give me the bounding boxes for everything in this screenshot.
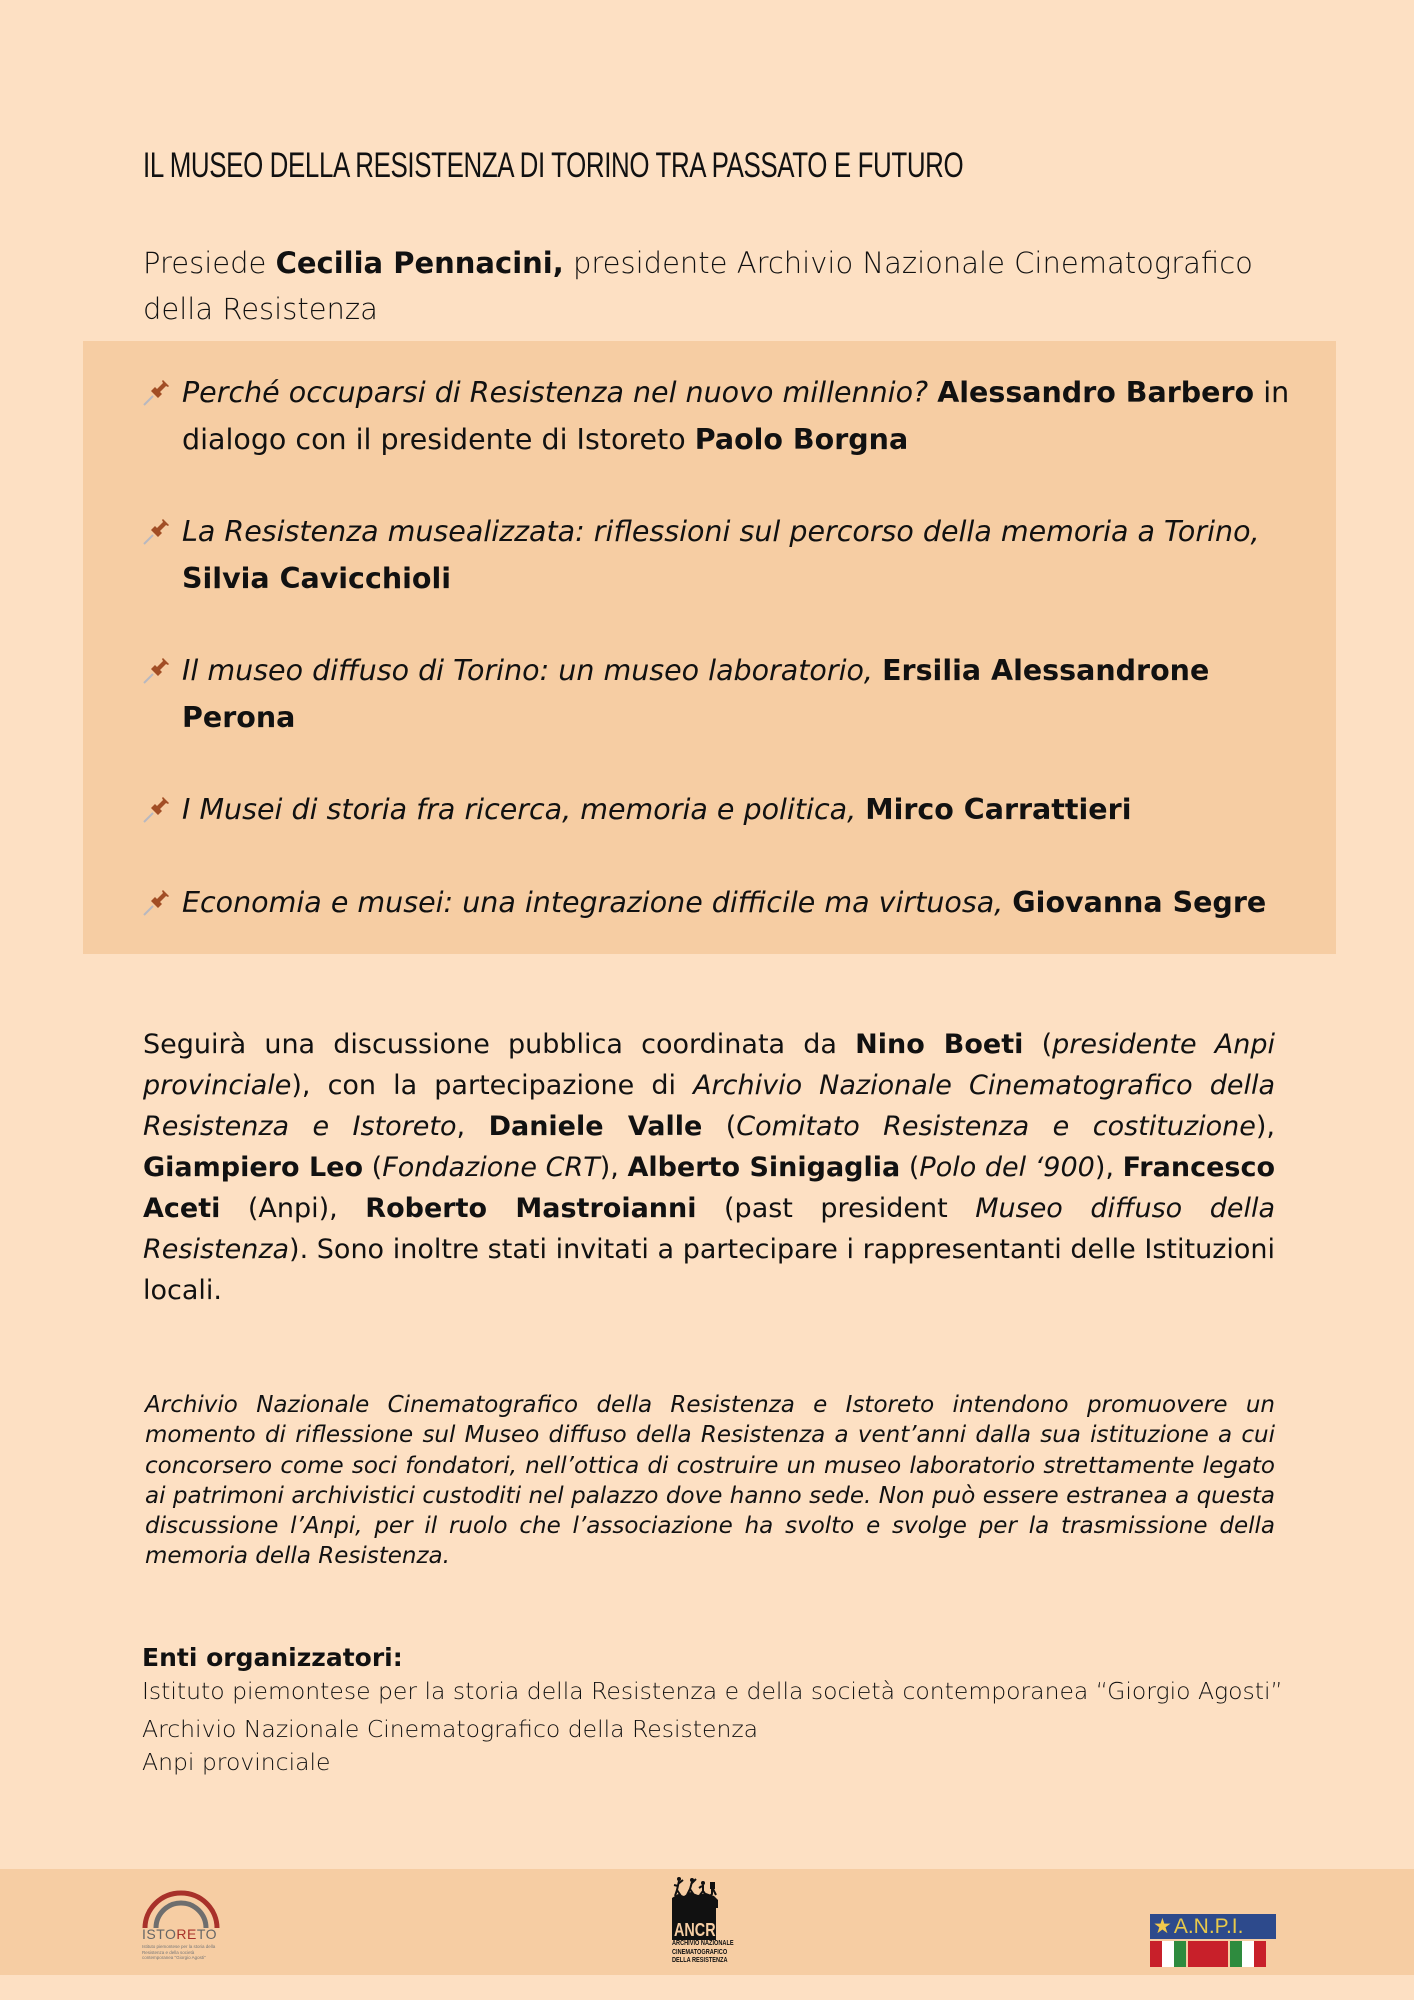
ancr-logo — [668, 1874, 758, 1974]
person-name: Daniele Valle — [488, 1111, 703, 1142]
organizer-item: Archivio Nazionale Cinematografico della Resistenza — [142, 1715, 759, 1743]
anpi-logo — [1150, 1914, 1276, 1966]
page-title: IL MUSEO DELLA RESISTENZA DI TORINO TRA PASSATO E FUTURO — [143, 146, 964, 185]
istoreto-logo — [142, 1886, 222, 1966]
affiliation: Archivio Nazionale Cinematografico della Resistenza e Istoreto — [143, 1070, 1276, 1142]
person-name: Francesco Aceti — [143, 1152, 1276, 1224]
about-paragraph: Archivio Nazionale Cinematografico della Resistenza e Istoreto intendono promuovere un momento di riflessione sul Museo diffuso della Resistenza a vent’anni dalla sua istituzione a cui concorsero come soci fondatori, nell’ottica di costruire un museo laboratorio strettamente legato ai patrimoni archivistici custoditi nel palazzo dove hanno sede. Non può essere estranea a questa discussione l’Anpi, per il ruolo che l’associazione ha svolto e svolge per la trasmissione della memoria della Resistenza. — [145, 1392, 1275, 1570]
text: ), con la partecipazione di — [291, 1070, 694, 1101]
pushpin-icon — [140, 655, 172, 687]
pushpin-icon — [140, 377, 172, 409]
program-topic: Il museo diffuso di Torino: un museo laboratorio, — [182, 654, 873, 687]
affiliation: Fondazione CRT — [382, 1152, 600, 1183]
chair-name: Cecilia Pennacini, — [275, 246, 564, 280]
text: ( — [363, 1152, 383, 1183]
chair-line — [143, 240, 1293, 332]
partisans-silhouette-icon — [670, 1874, 720, 1908]
program-topic: Economia e musei: una integrazione difficile ma virtuosa, — [182, 886, 1004, 919]
program-speaker: Silvia Cavicchioli — [182, 562, 452, 595]
istoreto-name-c: TO — [196, 1926, 218, 1942]
program-speaker: Giovanna Segre — [1012, 886, 1267, 919]
program-item — [182, 508, 1312, 602]
chair-prefix: Presiede — [143, 246, 276, 280]
text: ), — [1255, 1111, 1275, 1142]
program-item — [182, 369, 1312, 463]
text: ( — [702, 1111, 737, 1142]
pushpin-icon — [140, 794, 172, 826]
program-item — [182, 786, 1312, 833]
text: (Anpi), — [220, 1193, 366, 1224]
program-middle: in dialogo con il presidente di Istoreto — [182, 376, 1290, 456]
chair-role: presidente Archivio Nazionale Cinematografico della Resistenza — [143, 246, 1253, 326]
affiliation: Polo del ‘900 — [919, 1152, 1095, 1183]
program-item — [182, 879, 1312, 926]
program-speaker: Alessandro Barbero — [937, 376, 1255, 409]
program-speaker: Paolo Borgna — [694, 423, 909, 456]
anpi-flag-stripes — [1150, 1941, 1276, 1967]
star-icon: ★ — [1153, 1915, 1172, 1938]
pushpin-icon — [140, 887, 172, 919]
footer-logos — [0, 1869, 1414, 1975]
anpi-label: A.N.P.I. — [1173, 1915, 1244, 1938]
program-item — [182, 647, 1312, 741]
text: , — [456, 1111, 489, 1142]
anpi-banner — [1150, 1914, 1276, 1939]
organizer-item: Istituto piemontese per la storia della Resistenza e della società contemporanea “Giorgio Agosti” — [142, 1677, 1283, 1705]
program-topic: La Resistenza musealizzata: riflessioni sul percorso della memoria a Torino, — [182, 515, 1260, 548]
pushpin-icon — [140, 516, 172, 548]
arch-icon — [142, 1886, 222, 1930]
text: ( — [1023, 1029, 1053, 1060]
text: ), — [599, 1152, 628, 1183]
program-topic: I Musei di storia fra ricerca, memoria e politica, — [182, 793, 857, 826]
discussion-paragraph — [143, 1024, 1275, 1311]
program-topic: Perché occuparsi di Resistenza nel nuovo millennio? — [182, 376, 929, 409]
istoreto-subtitle: Istituto piemontese per la storia della Resistenza e della società contemporanea "Giorgio Agosti" — [142, 1944, 216, 1960]
text: (past president — [696, 1193, 976, 1224]
person-name: Nino Boeti — [855, 1029, 1024, 1060]
istoreto-name-a: ISTO — [142, 1926, 177, 1942]
ancr-subtitle: ARCHIVIO NAZIONALE CINEMATOGRAFICO DELLA RESISTENZA — [672, 1940, 734, 1964]
istoreto-name-b: RE — [176, 1926, 197, 1942]
program-speaker: Ersilia Alessandrone Perona — [182, 654, 1210, 734]
text: ), — [1094, 1152, 1123, 1183]
ancr-abbr: ANCR — [674, 1920, 716, 1940]
organizer-item: Anpi provinciale — [142, 1748, 331, 1776]
text: Seguirà una discussione pubblica coordinata da — [143, 1029, 856, 1060]
text: ). Sono inoltre stati invitati a partecipare i rappresentanti delle Istituzioni locali. — [143, 1234, 1275, 1306]
person-name: Roberto Mastroianni — [365, 1193, 697, 1224]
affiliation: Comitato Resistenza e costituzione — [736, 1111, 1256, 1142]
affiliation: presidente Anpi provinciale — [143, 1029, 1275, 1101]
affiliation: Museo diffuso della Resistenza — [143, 1193, 1275, 1265]
program-box — [83, 341, 1336, 954]
program-speaker: Mirco Carrattieri — [865, 793, 1132, 826]
person-name: Giampiero Leo — [143, 1152, 364, 1183]
istoreto-name — [142, 1926, 217, 1942]
text: ( — [900, 1152, 920, 1183]
organizers-title: Enti organizzatori: — [142, 1643, 403, 1672]
person-name: Alberto Sinigaglia — [627, 1152, 901, 1183]
